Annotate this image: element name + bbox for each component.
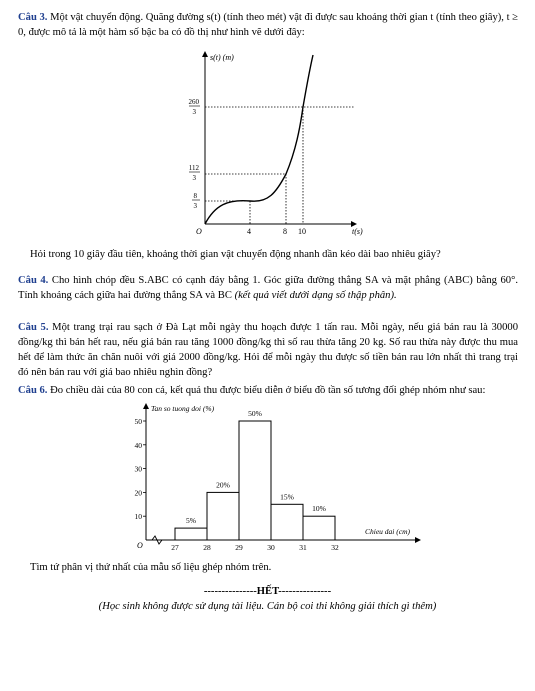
graph-y-tick-den: 3: [193, 202, 197, 210]
graph-origin: O: [196, 227, 202, 236]
graph-y-tick-num: 112: [188, 164, 199, 172]
cubic-curve: [205, 55, 313, 224]
hist-bar: [271, 504, 303, 540]
hist-y-tick-label: 50: [134, 417, 142, 426]
footer-note: (Học sinh không được sử dụng tài liệu. Cán bộ coi thi không giải thích gì thêm): [98, 601, 437, 612]
graph-y-tick-den: 3: [192, 174, 196, 182]
graph-x-axis-label: t(s): [352, 227, 363, 236]
hist-data-label: 10%: [312, 504, 326, 514]
question-5: [18, 320, 518, 380]
hist-x-tick-label: 29: [235, 543, 243, 552]
hist-x-tick-label: 32: [331, 543, 339, 552]
end-marker: ---------------HẾT---------------: [203, 586, 332, 597]
hist-bar: [207, 492, 239, 540]
hist-x-tick-label: 31: [299, 543, 307, 552]
graph-x-tick: 8: [283, 227, 287, 236]
question-6: [18, 383, 518, 398]
hist-x-label: Chieu dai (cm): [365, 527, 410, 536]
graph-x-tick: 10: [298, 227, 306, 236]
hist-data-label: 20%: [216, 480, 230, 490]
question-3-prompt: Hỏi trong 10 giây đầu tiên, khoảng thời gian vật chuyển động nhanh dần kéo dài bao nhiêu giây?: [30, 249, 441, 260]
hist-y-tick-label: 20: [134, 488, 142, 498]
hist-x-tick-label: 27: [171, 543, 179, 552]
hist-origin: O: [137, 541, 143, 550]
question-4-label: Câu 4.: [18, 275, 49, 286]
hist-y-tick-label: 10: [134, 512, 142, 522]
question-3-text: Một vật chuyển động. Quãng đường s(t) (tính theo mét) vật đi được sau khoảng thời gian t (tính theo giây), t ≥ 0, được mô tả là một hàm số bậc ba có đồ thị như hình vẽ dưới đây:: [18, 12, 518, 38]
question-4: [18, 273, 518, 303]
histogram-chart: [0, 398, 535, 558]
question-5-text: Một trang trại rau sạch ở Đà Lạt mỗi ngày thu hoạch được 1 tấn rau. Mỗi ngày, nếu giá bán rau là 30000 đồng/kg thì bán hết rau, nếu giá bán rau tăng 1000 đồng/kg thì số rau thừa tăng 20 kg. Số rau thừa này được thu mua hết để làm thức ăn chăn nuôi với giá 2000 đồng/kg. Hỏi để mỗi ngày thu được số tiền bán rau lớn nhất thì trang trại đó nên bán rau với giá bao nhiêu nghìn đồng?: [18, 322, 518, 378]
graph-y-tick-den: 3: [192, 108, 196, 116]
hist-bar: [303, 516, 335, 540]
graph-x-tick: 4: [247, 227, 251, 236]
graph-y-axis-label: s(t) (m): [210, 53, 234, 62]
graph-y-tick-num: 8: [193, 192, 197, 200]
graph-y-tick-num: 260: [188, 98, 199, 106]
question-6-prompt: Tìm tứ phân vị thứ nhất của mẫu số liệu ghép nhóm trên.: [30, 562, 272, 573]
question-4-text: Cho hình chóp đều S.ABC có cạnh đáy bằng 1. Góc giữa đường thẳng SA và mặt phẳng (ABC) bằng 60°. Tính khoảng cách giữa hai đường thẳng SA và BC: [18, 275, 518, 301]
question-4-note: (kết quả viết dưới dạng số thập phân).: [234, 290, 397, 301]
hist-y-label: Tan so tuong doi (%): [151, 404, 215, 413]
question-6-text: Đo chiều dài của 80 con cá, kết quả thu được biểu diễn ở biểu đồ tần số tương đối ghép nhóm như sau:: [50, 385, 486, 396]
question-3-label: Câu 3.: [18, 12, 48, 23]
hist-bar: [239, 421, 271, 540]
hist-data-label: 15%: [280, 492, 294, 502]
hist-y-tick-label: 40: [134, 440, 142, 450]
hist-x-tick-label: 28: [203, 543, 211, 552]
hist-data-label: 5%: [186, 516, 196, 526]
hist-data-label: 50%: [248, 409, 262, 418]
distance-time-graph: [0, 45, 535, 245]
question-6-label: Câu 6.: [18, 385, 48, 396]
hist-x-tick-label: 30: [267, 543, 275, 552]
hist-bar: [175, 528, 207, 540]
hist-y-tick-label: 30: [134, 464, 142, 474]
question-3: [18, 10, 518, 40]
question-5-label: Câu 5.: [18, 322, 49, 333]
